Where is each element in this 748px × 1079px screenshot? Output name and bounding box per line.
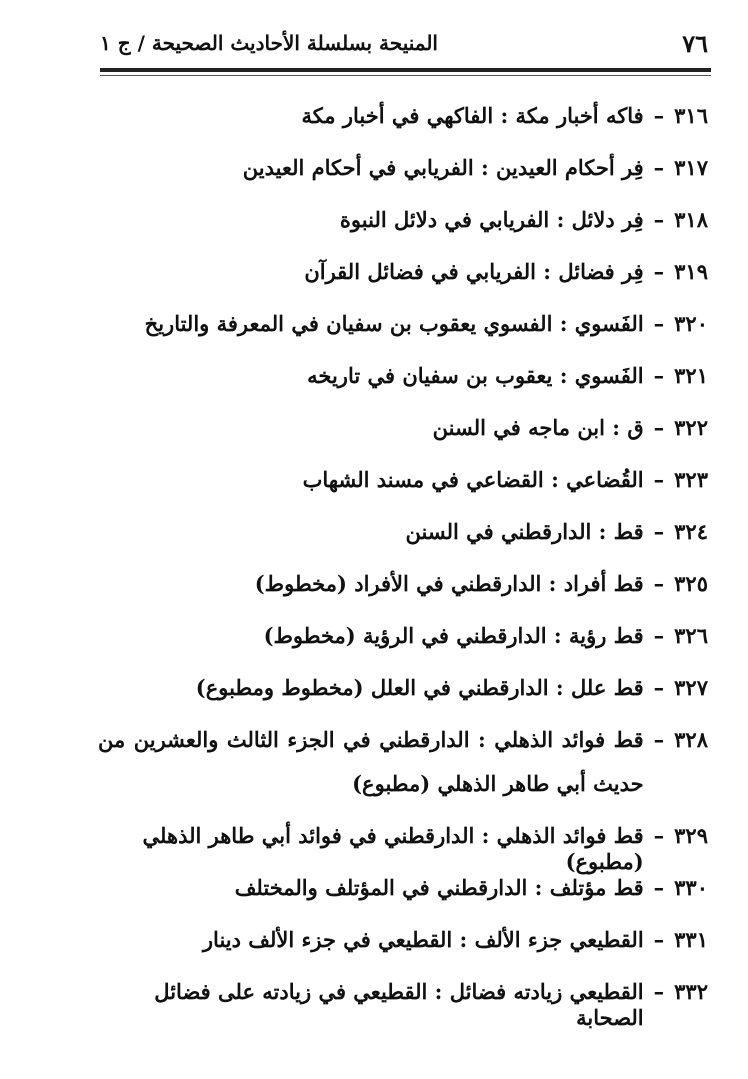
page-number: ٧٦ [682,28,708,58]
entry-text: فِر أحكام العيدين : الفريابي في أحكام العيدين [242,155,644,180]
entry-number: ٣٢٢ [674,415,708,440]
entry-text: قط علل : الدارقطني في العلل (مخطوط ومطبوع) [195,675,644,700]
entry-number: ٣١٩ [674,259,708,284]
entry-dash: – [653,363,665,388]
header-rule-thick [100,68,711,72]
entry-dash: – [653,311,665,336]
entry-number: ٣٢٠ [674,311,708,336]
list-item [98,875,708,927]
header-rule-thin [100,75,711,76]
list-item [98,311,708,363]
list-item [98,467,708,519]
entry-dash: – [653,103,665,128]
entry-text: قط فوائد الذهلي : الدارقطني في الجزء الثالث والعشرين من حديث أبي طاهر الذهلي (مطبوع) [98,727,644,796]
entry-number: ٣٢٨ [674,727,708,752]
entry-dash: – [653,467,665,492]
entry-number: ٣٢٣ [674,467,708,492]
entry-number: ٣٢١ [674,363,708,388]
list-item [98,727,708,823]
entry-text: القُضاعي : القضاعي في مسند الشهاب [302,467,644,492]
running-title: المنيحة بسلسلة الأحاديث الصحيحة / ج ١ [100,31,438,55]
entry-text: الفَسوي : الفسوي يعقوب بن سفيان في المعرفة والتاريخ [144,311,644,336]
entry-text: ق : ابن ماجه في السنن [432,415,644,440]
entry-dash: – [653,727,665,752]
entry-number: ٣٢٤ [674,519,708,544]
list-item [98,571,708,623]
entry-dash: – [653,979,665,1004]
entry-number: ٣١٨ [674,207,708,232]
entry-number: ٣٢٧ [674,675,708,700]
entry-text: قط : الدارقطني في السنن [405,519,644,544]
entry-number: ٣٣٢ [674,979,708,1004]
entry-dash: – [653,415,665,440]
entry-number: ٣٢٥ [674,571,708,596]
entry-dash: – [653,571,665,596]
entry-number: ٣٣١ [674,927,708,952]
list-item [98,155,708,207]
entry-text: الفَسوي : يعقوب بن سفيان في تاريخه [307,363,644,388]
entry-number: ٣٢٦ [674,623,708,648]
entry-text: فاكه أخبار مكة : الفاكهي في أخبار مكة [301,103,644,128]
entry-number: ٣١٦ [674,103,708,128]
entry-text: قط مؤتلف : الدارقطني في المؤتلف والمختلف [234,875,644,900]
entry-text: قط رؤية : الدارقطني في الرؤية (مخطوط) [263,623,644,648]
entry-dash: – [653,675,665,700]
entry-text: القطيعي زيادته فضائل : القطيعي في زيادته على فضائل الصحابة [154,979,644,1030]
list-item [98,363,708,415]
entry-text: قط أفراد : الدارقطني في الأفراد (مخطوط) [254,571,644,596]
entry-text: فِر فضائل : الفريابي في فضائل القرآن [304,259,644,284]
entry-number: ٣٢٩ [674,823,708,848]
entry-text: القطيعي جزء الألف : القطيعي في جزء الألف دينار [202,927,644,952]
entry-dash: – [653,927,665,952]
entry-dash: – [653,519,665,544]
entry-text: قط فوائد الذهلي : الدارقطني في فوائد أبي طاهر الذهلي (مطبوع) [142,823,644,874]
list-item [98,103,708,155]
list-item [98,207,708,259]
list-item [98,927,708,979]
entry-dash: – [653,875,665,900]
list-item [98,623,708,675]
list-item [98,519,708,571]
page-header [100,26,708,60]
entry-dash: – [653,823,665,848]
list-item [98,979,708,1031]
entry-dash: – [653,155,665,180]
list-item [98,823,708,875]
entry-number: ٣١٧ [674,155,708,180]
entry-dash: – [653,259,665,284]
list-item [98,415,708,467]
abbreviation-list [98,103,708,1031]
list-item [98,259,708,311]
entry-number: ٣٣٠ [674,875,708,900]
entry-text: فِر دلائل : الفريابي في دلائل النبوة [339,207,644,232]
entry-dash: – [653,207,665,232]
entry-dash: – [653,623,665,648]
